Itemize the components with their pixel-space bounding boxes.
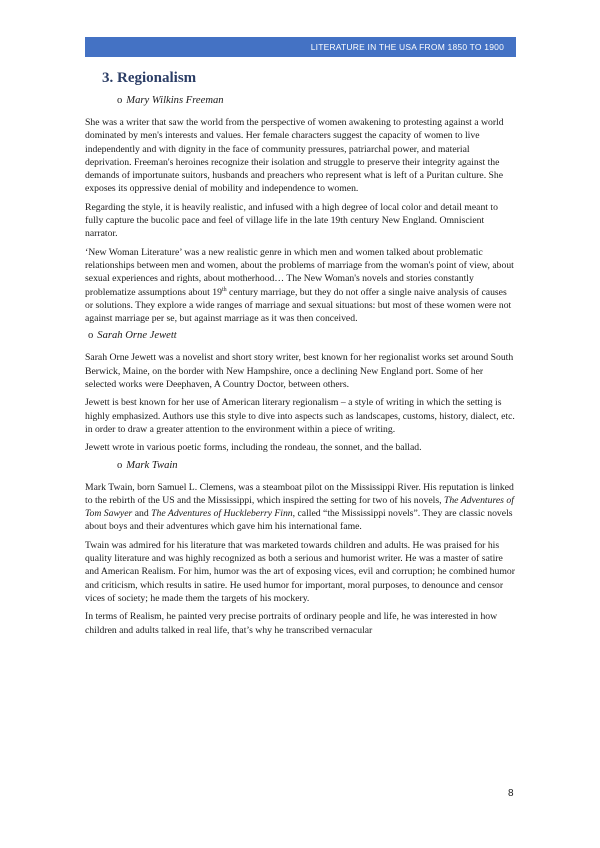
paragraph <box>85 246 516 326</box>
paragraph: She was a writer that saw the world from the perspective of women awakening to protesting against a world dominated by men's interests and values. Her female characters suggest the capacity of women to live independently and with dignity in the face of community pressures, patriarchal power, and material deprivation. Freeman's heroines recognize their isolation and struggle to preserve their integrity against the demands of importunate suitors, husbands and preachers who represent what is left of a Puritan culture. She exposes its oppressive denial of mobility and independence to women. <box>85 117 504 195</box>
text-run: century marriage, but they do not offer a single naive analysis of causes or solutions. They explore a wide ranges of marriage and sexual situations: but most of these women were not against marriage per se, but against marriage as it was then conceived. <box>85 286 512 325</box>
book-title: The Adventures of Tom Sawyer <box>85 494 514 520</box>
bullet-icon: o <box>117 459 123 471</box>
paragraph: Twain was admired for his literature that was marketed towards children and adults. He was praised for his quality literature and was highly recognized as both a serious and humorist writer. He was a master of satire and American Realism. For him, humor was the art of exposing vices, evil and corruption; he combined humor and criticism, which results in satire. He used humor for important, moral purposes, to denounce and censor vices of society; he made them the targets of his mockery. <box>85 539 515 604</box>
paragraph: Regarding the style, it is heavily realistic, and infused with a high degree of local color and detail meant to fully capture the bucolic pace and feel of village life in the late 19th century New England. Omniscient narrator. <box>85 201 498 240</box>
page-number: 8 <box>508 788 514 799</box>
superscript: th <box>221 286 227 293</box>
bullet-icon: o <box>117 95 123 106</box>
running-title: LITERATURE IN THE USA FROM 1850 TO 1900 <box>310 42 504 52</box>
paragraph: Jewett wrote in various poetic forms, including the rondeau, the sonnet, and the ballad. <box>85 442 422 454</box>
author-heading-twain <box>85 460 516 471</box>
author-name: Mary Wilkins Freeman <box>126 95 224 106</box>
paragraph: In terms of Realism, he painted very precise portraits of ordinary people and life, he was interested in how children and adults talked in real life, that’s why he transcribed vernacular <box>85 611 498 636</box>
paragraph <box>85 481 516 534</box>
paragraph: Sarah Orne Jewett was a novelist and short story writer, best known for her regionalist works set around South Berwick, Maine, on the border with New Hampshire, once a declining New England port. Some of her selected works were Deephaven, A Country Doctor, between others. <box>85 352 514 391</box>
running-header <box>85 37 516 57</box>
author-heading-freeman <box>85 95 516 106</box>
book-title: The Adventures of Huckleberry Finn <box>151 508 293 520</box>
author-heading-jewett <box>85 330 516 341</box>
author-name: Sarah Orne Jewett <box>97 330 177 342</box>
text-run: ‘New Woman Literature’ was a new realistic genre in which men and women talked about problematic relationships between men and women, about the problems of marriage from the woman's point of view, about sexual experiences and rights, about motherhood… The New Woman's novels and stories constantly problematize assumptions about 19 <box>85 246 514 298</box>
author-name: Mark Twain <box>126 459 178 471</box>
page-content <box>85 70 516 642</box>
bullet-icon: o <box>88 330 94 342</box>
text-run: and <box>132 508 152 520</box>
text-run: Mark Twain, born Samuel L. Clemens, was a steamboat pilot on the Mississippi River. His reputation is linked to the rebirth of the US and the Mississippi, which inspired the setting for two of his novels, <box>85 481 514 506</box>
text-run: , called “the Mississippi novels”. They are classic novels about boys and their adventures which gave him his international fame. <box>85 508 513 533</box>
section-title: 3. Regionalism <box>102 70 197 86</box>
paragraph: Jewett is best known for her use of American literary regionalism – a style of writing in which the setting is highly emphasized. Authors use this style to dive into aspects such as landscapes, customs, history, dialect, etc. in order to draw a greater attention to the environment within a piece of writing. <box>85 397 515 435</box>
